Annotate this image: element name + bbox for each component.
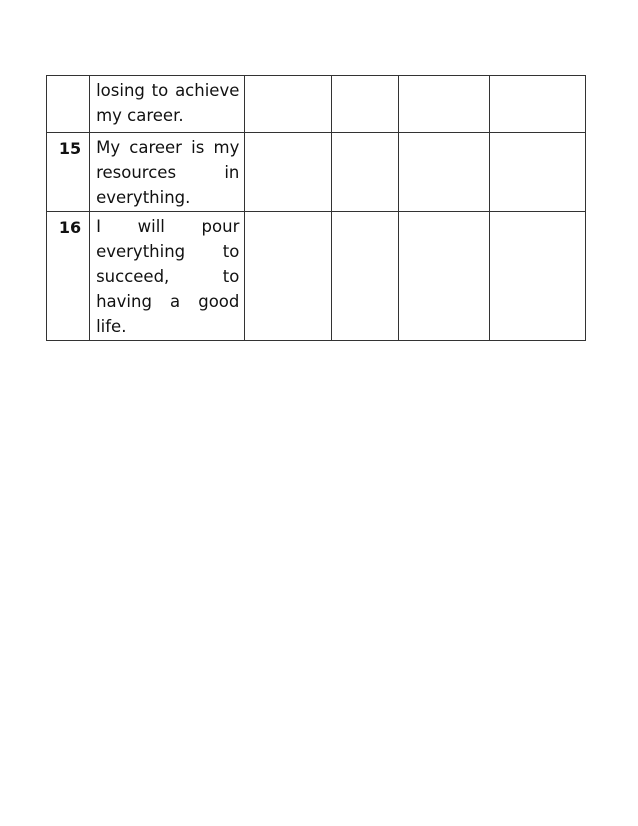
response-cell[interactable] (331, 76, 398, 133)
statement-line: life. (96, 317, 127, 336)
statement-line: having a good (96, 292, 240, 311)
table-row (47, 212, 586, 341)
statement-cell (90, 76, 245, 133)
statement-line: everything. (96, 188, 191, 207)
statement-line: everything to (96, 242, 240, 261)
statement-line: resources in (96, 163, 240, 182)
response-cell[interactable] (331, 133, 398, 212)
response-cell[interactable] (331, 212, 398, 341)
response-cell[interactable] (398, 212, 489, 341)
statement-line: I will pour (96, 217, 240, 236)
response-cell[interactable] (398, 133, 489, 212)
response-cell[interactable] (245, 133, 331, 212)
response-cell[interactable] (489, 133, 585, 212)
statement-line: succeed, to (96, 267, 240, 286)
table-row (47, 76, 586, 133)
table-row (47, 133, 586, 212)
item-number: 16 (47, 212, 90, 341)
statement-cell (90, 133, 245, 212)
statement-line: my career. (96, 106, 184, 125)
response-cell[interactable] (245, 212, 331, 341)
response-cell[interactable] (489, 76, 585, 133)
response-cell[interactable] (398, 76, 489, 133)
questionnaire-table (46, 75, 586, 341)
response-cell[interactable] (489, 212, 585, 341)
item-number (47, 76, 90, 133)
statement-cell (90, 212, 245, 341)
response-cell[interactable] (245, 76, 331, 133)
item-number: 15 (47, 133, 90, 212)
statement-line: My career is my (96, 138, 240, 157)
statement-line: losing to achieve (96, 81, 240, 100)
